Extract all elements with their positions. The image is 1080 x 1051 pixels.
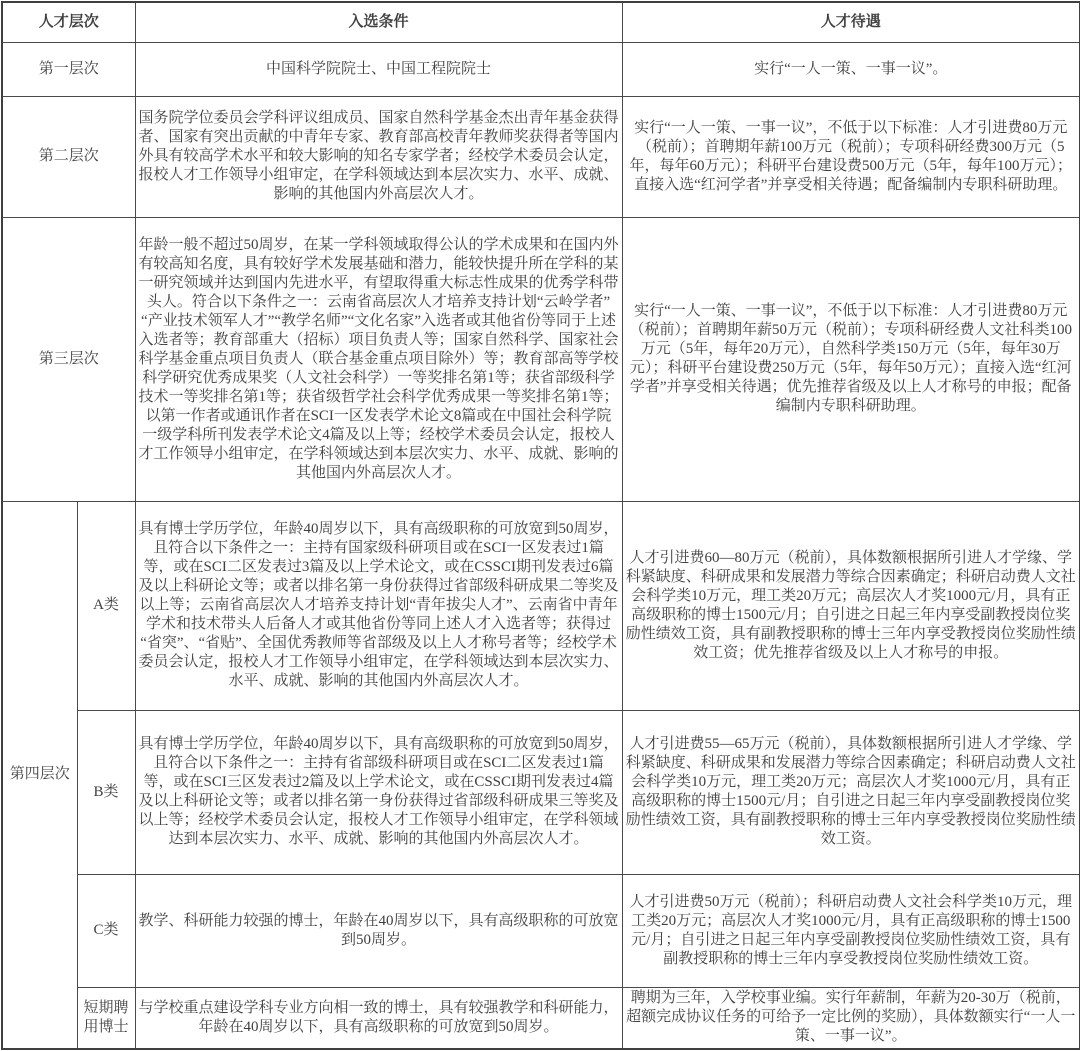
tier4-short-term-treatment: 聘期为三年，入学校事业编。实行年薪制，年薪为20-30万（税前，超额完成协议任务的可给予一定比例的奖励），具体数额实行“一人一策、一事一议”。 — [622, 987, 1080, 1049]
tier4-a-label: A类 — [77, 501, 135, 710]
tier3-label: 第三层次 — [2, 217, 135, 501]
table-row-tier4-short-term — [2, 987, 1080, 1049]
table-header-row — [2, 2, 1080, 42]
tier4-a-criteria: 具有博士学历学位，年龄40周岁以下，具有高级职称的可放宽到50周岁，且符合以下条件之一：主持有国家级科研项目或在SCI一区发表过1篇等，或在SCI二区发表过3篇及以上学术论文，或在CSSCI期刊发表过6篇及以上科研论文等；或者以排名第一身份获得过省部级科研成果二等奖及以上等；云南省高层次人才培养支持计划“青年拔尖人才”、云南省中青年学术和技术带头人后备人才或其他省份等同上述人才入选者等；获得过“省突”、“省贴”、全国优秀教师等省部级及以上人才称号者等；经校学术委员会认定，报校人才工作领导小组审定，在学科领域达到本层次实力、水平、成就、影响的其他国内外高层次人才。 — [135, 501, 622, 710]
tier4-b-label: B类 — [77, 710, 135, 874]
table-row-tier3 — [2, 217, 1080, 501]
table-row-tier2 — [2, 96, 1080, 217]
tier3-criteria: 年龄一般不超过50周岁，在某一学科领域取得公认的学术成果和在国内外有较高知名度，具有较好学术发展基础和潜力，能较快提升所在学科的某一研究领域并达到国内先进水平，有望取得重大标志性成果的优秀学科带头人。符合以下条件之一：云南省高层次人才培养支持计划“云岭学者”“产业技术领军人才”“教学名师”“文化名家”入选者或其他省份等同于上述入选者等；教育部重大（招标）项目负责人等；国家自然科学、国家社会科学基金重点项目负责人（联合基金重点项目除外）等；教育部高等学校科学研究优秀成果奖（人文社会科学）一等奖排名第1等；获省部级科学技术一等奖排名第1等；获省级哲学社会科学优秀成果一等奖排名第1等；以第一作者或通讯作者在SCI一区发表学术论文8篇或在中国社会科学院一级学科所刊发表学术论文4篇及以上等；经校学术委员会认定，报校人才工作领导小组审定，在学科领域达到本层次实力、水平、成就、影响的其他国内外高层次人才。 — [135, 217, 622, 501]
table-row-tier4-a — [2, 501, 1080, 710]
table-row-tier1 — [2, 42, 1080, 96]
tier2-criteria: 国务院学位委员会学科评议组成员、国家自然科学基金杰出青年基金获得者、国家有突出贡献的中青年专家、教育部高校青年教师奖获得者等国内外具有较高学术水平和较大影响的知名专家学者；经校学术委员会认定，报校人才工作领导小组审定，在学科领域达到本层次实力、水平、成就、影响的其他国内外高层次人才。 — [135, 96, 622, 217]
header-treatment: 人才待遇 — [622, 2, 1080, 42]
tier2-label: 第二层次 — [2, 96, 135, 217]
tier4-b-treatment: 人才引进费55—65万元（税前），具体数额根据所引进人才学缘、学科紧缺度、科研成果和发展潜力等综合因素确定；科研启动费人文社会科学类10万元，理工类20万元；高层次人才奖1000元/月，具有正高级职称的博士1500元/月；自引进之日起三年内享受副教授岗位奖励性绩效工资，具有副教授职称的博士三年内享受教授岗位奖励性绩效工资。 — [622, 710, 1080, 874]
tier1-treatment: 实行“一人一策、一事一议”。 — [622, 42, 1080, 96]
tier4-short-term-criteria: 与学校重点建设学科专业方向相一致的博士，具有较强教学和科研能力，年龄在40周岁以下，具有高级职称的可放宽到50周岁。 — [135, 987, 622, 1049]
tier1-label: 第一层次 — [2, 42, 135, 96]
table-row-tier4-c — [2, 874, 1080, 987]
tier4-c-treatment: 人才引进费50万元（税前）；科研启动费人文社会科学类10万元，理工类20万元；高层次人才奖1000元/月，具有正高级职称的博士1500元/月；自引进之日起三年内享受副教授岗位奖励性绩效工资，具有副教授职称的博士三年内享受教授岗位奖励性绩效工资。 — [622, 874, 1080, 987]
header-criteria: 入选条件 — [135, 2, 622, 42]
tier2-treatment: 实行“一人一策、一事一议”，不低于以下标准：人才引进费80万元（税前）；首聘期年薪100万元（税前）；专项科研经费300万元（5年，每年60万元）；科研平台建设费500万元（5年，每年100万元）；直接入选“红河学者”并享受相关待遇；配备编制内专职科研助理。 — [622, 96, 1080, 217]
header-tier: 人才层次 — [2, 2, 135, 42]
tier4-c-criteria: 教学、科研能力较强的博士，年龄在40周岁以下，具有高级职称的可放宽到50周岁。 — [135, 874, 622, 987]
tier4-b-criteria: 具有博士学历学位，年龄40周岁以下，具有高级职称的可放宽到50周岁，且符合以下条件之一：主持有省部级科研项目或在SCI二区发表过1篇等，或在SCI三区发表过2篇及以上学术论文，或在CSSCI期刊发表过4篇及以上科研论文等；或者以排名第一身份获得过省部级科研成果三等奖及以上等；经校学术委员会认定，报校人才工作领导小组审定，在学科领域达到本层次实力、水平、成就、影响的其他国内外高层次人才。 — [135, 710, 622, 874]
tier1-criteria: 中国科学院院士、中国工程院院士 — [135, 42, 622, 96]
tier4-label: 第四层次 — [2, 501, 77, 1049]
tier4-a-treatment: 人才引进费60—80万元（税前），具体数额根据所引进人才学缘、学科紧缺度、科研成果和发展潜力等综合因素确定；科研启动费人文社会科学类10万元，理工类20万元；高层次人才奖1000元/月，具有正高级职称的博士1500元/月；自引进之日起三年内享受副教授岗位奖励性绩效工资，具有副教授职称的博士三年内享受教授岗位奖励性绩效工资；优先推荐省级及以上人才称号的申报。 — [622, 501, 1080, 710]
talent-tier-table — [1, 1, 1080, 1050]
tier4-c-label: C类 — [77, 874, 135, 987]
tier3-treatment: 实行“一人一策、一事一议”，不低于以下标准：人才引进费80万元（税前）；首聘期年薪50万元（税前）；专项科研经费人文社科类100万元（5年，每年20万元），自然科学类150万元（5年，每年30万元）；科研平台建设费250万元（5年，每年50万元）；直接入选“红河学者”并享受相关待遇；优先推荐省级及以上人才称号的申报；配备编制内专职科研助理。 — [622, 217, 1080, 501]
table-row-tier4-b — [2, 710, 1080, 874]
tier4-short-term-label: 短期聘用博士 — [77, 987, 135, 1049]
